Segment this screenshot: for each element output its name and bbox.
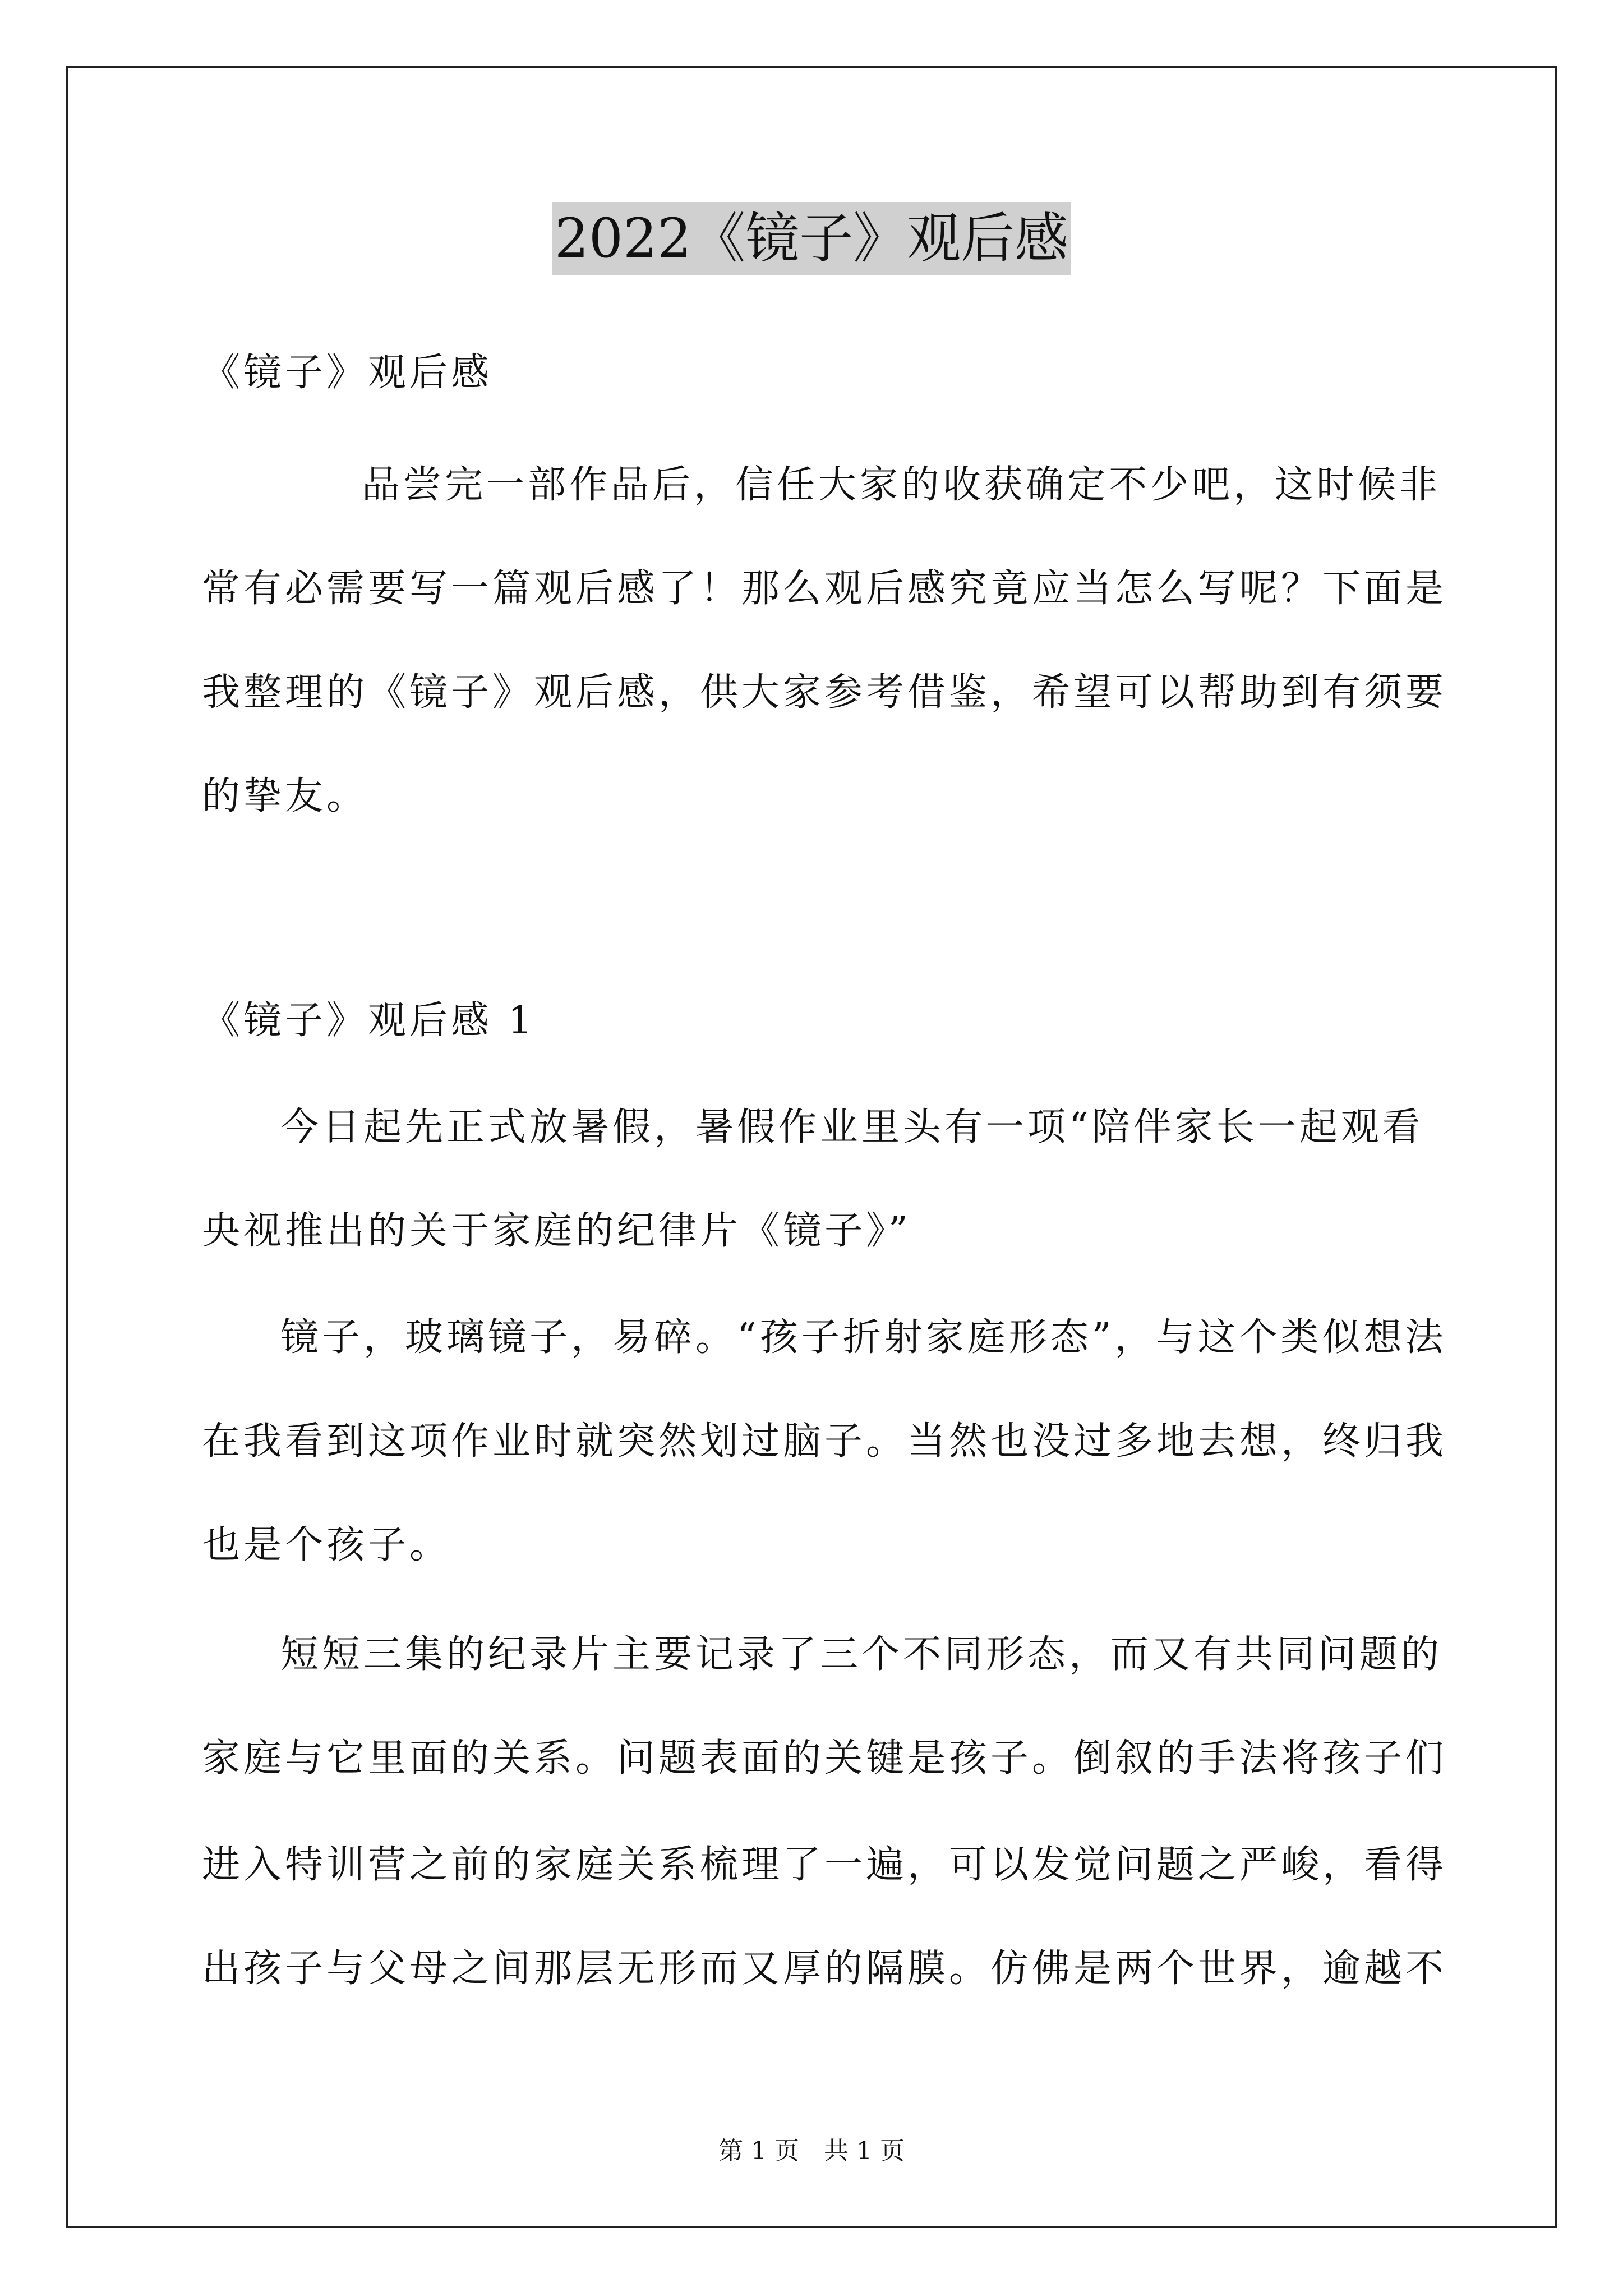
paragraph-line: 的挚友。 (202, 774, 368, 818)
paragraph-line: 央视推出的关于家庭的纪律片《镜子》” (202, 1209, 911, 1253)
paragraph-line: 在我看到这项作业时就突然划过脑子。当然也没过多地去想，终归我 (202, 1419, 1447, 1464)
paragraph-line: 镜子，玻璃镜子，易碎。“孩子折射家庭形态”，与这个类似想法 (280, 1315, 1447, 1360)
paragraph-line: 出孩子与父母之间那层无形而又厚的隔膜。仿佛是两个世界，逾越不 (202, 1947, 1447, 1991)
page-footer: 第 1 页 共 1 页 (718, 2137, 905, 2165)
paragraph-line: 品尝完一部作品后，信任大家的收获确定不少吧，这时候非 (362, 463, 1441, 507)
paragraph-line: 家庭与它里面的关系。问题表面的关键是孩子。倒叙的手法将孩子们 (202, 1736, 1447, 1780)
paragraph-line: 也是个孩子。 (202, 1523, 451, 1567)
intro-heading: 《镜子》观后感 (202, 351, 493, 395)
paragraph-line: 我整理的《镜子》观后感，供大家参考借鉴，希望可以帮助到有须要 (202, 670, 1447, 715)
paragraph-line: 短短三集的纪录片主要记录了三个不同形态，而又有共同问题的 (280, 1632, 1443, 1677)
paragraph-line: 今日起先正式放暑假，暑假作业里头有一项“陪伴家长一起观看 (280, 1105, 1424, 1149)
document-title: 2022《镜子》观后感 (552, 202, 1071, 275)
section-heading: 《镜子》观后感 1 (202, 999, 536, 1043)
paragraph-line: 常有必需要写一篇观后感了！那么观后感究竟应当怎么写呢？下面是 (202, 567, 1447, 611)
paragraph-line: 进入特训营之前的家庭关系梳理了一遍，可以发觉问题之严峻，看得 (202, 1843, 1447, 1887)
